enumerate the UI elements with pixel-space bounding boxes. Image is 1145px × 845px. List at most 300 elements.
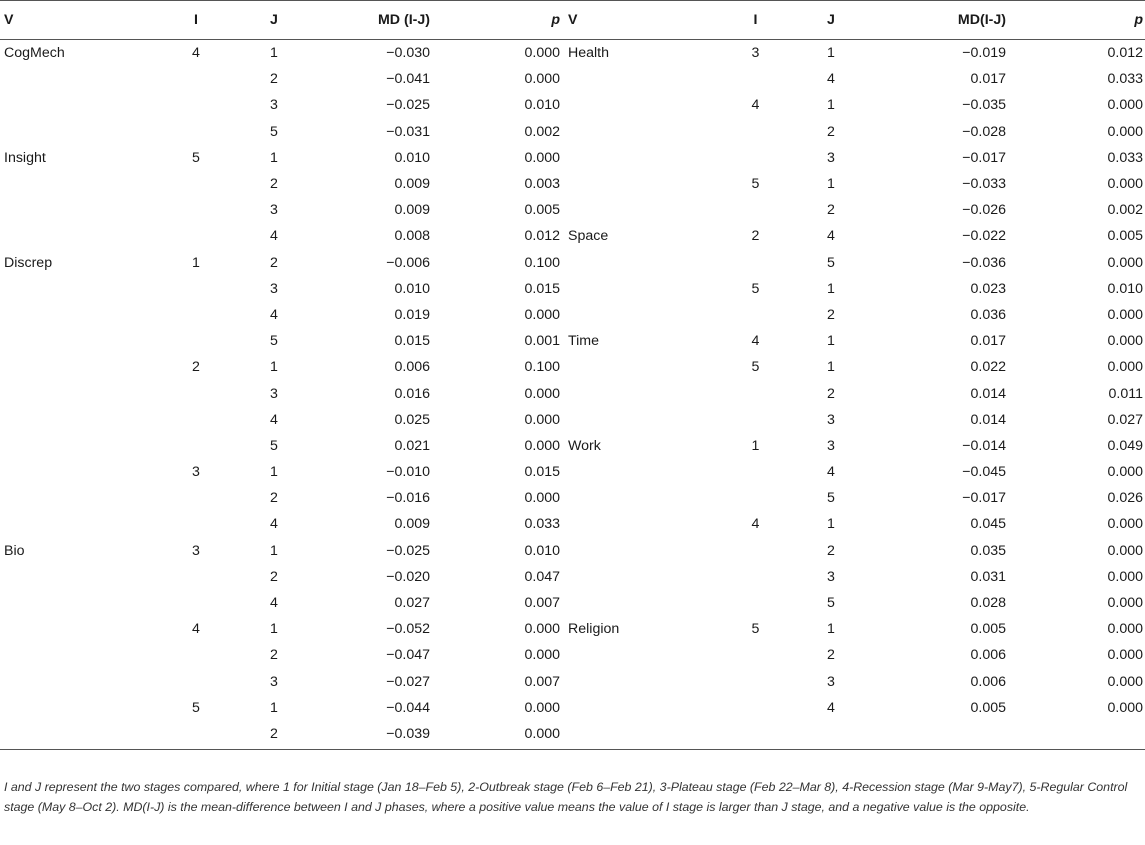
p-cell-right: 0.000 [1107, 176, 1143, 193]
p-cell-right: 0.005 [1107, 228, 1143, 245]
p-cell-left: 0.000 [524, 306, 560, 323]
variable-cell-left [0, 590, 148, 616]
j-cell-left: 4 [270, 595, 278, 612]
i-cell-left [148, 485, 244, 511]
i-cell-left [148, 276, 244, 302]
j-cell-right: 2 [827, 647, 835, 664]
p-cell-left: 0.047 [524, 568, 560, 585]
md-cell-left: −0.020 [386, 568, 430, 585]
j-cell-right: 4 [827, 699, 835, 716]
p-cell-right: 0.011 [1108, 385, 1143, 402]
md-cell-right: −0.022 [962, 228, 1006, 245]
md-cell-right: −0.028 [962, 123, 1006, 140]
variable-cell-left [0, 616, 148, 642]
i-cell-left [148, 223, 244, 249]
table-row [0, 40, 1145, 67]
j-cell-right: 4 [827, 464, 835, 481]
i-cell-left: 5 [192, 149, 200, 166]
md-cell-left: 0.025 [394, 411, 430, 428]
md-cell-right: 0.023 [970, 280, 1006, 297]
variable-cell-right [564, 145, 709, 171]
table-row [0, 695, 1145, 721]
md-cell-right: −0.033 [962, 176, 1006, 193]
variable-cell-right [564, 538, 709, 564]
j-cell-right: 4 [827, 228, 835, 245]
variable-cell-left [0, 223, 148, 249]
variable-cell-left [0, 721, 148, 750]
variable-cell-right [564, 669, 709, 695]
j-cell-left: 1 [270, 699, 278, 716]
md-cell-left: −0.031 [386, 123, 430, 140]
i-cell-right: 2 [751, 228, 760, 245]
i-cell-right [709, 380, 802, 406]
i-cell-left: 1 [192, 254, 200, 271]
i-cell-left: 3 [192, 542, 200, 559]
table-row [0, 590, 1145, 616]
md-cell-right [860, 721, 1010, 750]
table-row [0, 92, 1145, 118]
header-j-left: J [244, 1, 304, 40]
i-cell-right: 5 [751, 359, 760, 376]
i-cell-right: 5 [751, 176, 760, 193]
table-row [0, 511, 1145, 537]
variable-cell-right [564, 250, 709, 276]
j-cell-left: 2 [270, 490, 278, 507]
p-cell-right: 0.000 [1107, 97, 1143, 114]
variable-cell-right [564, 564, 709, 590]
variable-cell-left [0, 66, 148, 92]
md-cell-right: 0.045 [970, 516, 1006, 533]
p-cell-right: 0.000 [1107, 673, 1143, 690]
md-cell-right: 0.017 [970, 333, 1006, 350]
table-row [0, 721, 1145, 750]
i-cell-left [148, 407, 244, 433]
variable-cell-left: Bio [4, 542, 25, 559]
j-cell-left: 1 [270, 149, 278, 166]
j-cell-left: 3 [270, 385, 278, 402]
p-cell-left: 0.033 [524, 516, 560, 533]
variable-cell-left [0, 407, 148, 433]
md-cell-right: 0.014 [970, 411, 1006, 428]
j-cell-right: 3 [827, 411, 835, 428]
md-cell-right: −0.036 [962, 254, 1006, 271]
j-cell-left: 1 [270, 621, 278, 638]
table-row [0, 119, 1145, 145]
variable-cell-left [0, 276, 148, 302]
variable-cell-right [564, 511, 709, 537]
p-cell-left: 0.000 [524, 437, 560, 454]
variable-cell-left: Insight [4, 149, 46, 166]
j-cell-right: 4 [827, 71, 835, 88]
j-cell-left: 2 [270, 176, 278, 193]
j-cell-right: 1 [827, 45, 835, 62]
i-cell-right: 5 [751, 621, 760, 638]
md-cell-left: 0.010 [394, 149, 430, 166]
table-row [0, 616, 1145, 642]
p-cell-left: 0.000 [524, 490, 560, 507]
p-cell-right: 0.000 [1107, 123, 1143, 140]
p-cell-right: 0.000 [1107, 333, 1143, 350]
table-row [0, 459, 1145, 485]
j-cell-left: 3 [270, 280, 278, 297]
variable-cell-left [0, 354, 148, 380]
j-cell-left: 4 [270, 306, 278, 323]
variable-cell-right [564, 407, 709, 433]
i-cell-left [148, 66, 244, 92]
p-cell-left: 0.100 [524, 359, 560, 376]
j-cell-left: 2 [270, 71, 278, 88]
i-cell-right: 5 [751, 280, 760, 297]
p-cell-right: 0.000 [1107, 621, 1143, 638]
p-cell-left: 0.000 [524, 411, 560, 428]
i-cell-right [709, 721, 802, 750]
p-cell-right: 0.012 [1107, 45, 1143, 62]
header-p-left: p [434, 1, 564, 40]
variable-cell-right [564, 459, 709, 485]
variable-cell-left [0, 485, 148, 511]
table-row [0, 669, 1145, 695]
variable-cell-right [564, 485, 709, 511]
p-cell-right: 0.000 [1107, 647, 1143, 664]
md-cell-right: 0.005 [970, 699, 1006, 716]
i-cell-right [709, 485, 802, 511]
header-md-left: MD (I-J) [304, 1, 434, 40]
md-cell-left: 0.008 [394, 228, 430, 245]
md-cell-left: −0.044 [386, 699, 430, 716]
md-cell-right: 0.036 [970, 306, 1006, 323]
md-cell-right: −0.014 [962, 437, 1006, 454]
variable-cell-left [0, 433, 148, 459]
j-cell-right: 3 [827, 568, 835, 585]
j-cell-right: 3 [827, 149, 835, 166]
p-cell-left: 0.002 [524, 123, 560, 140]
j-cell-left: 4 [270, 228, 278, 245]
p-cell-right: 0.000 [1107, 359, 1143, 376]
j-cell-left: 3 [270, 202, 278, 219]
variable-cell-left [0, 92, 148, 118]
i-cell-right [709, 145, 802, 171]
j-cell-right: 2 [827, 123, 835, 140]
md-cell-left: −0.041 [386, 71, 430, 88]
variable-cell-right [564, 92, 709, 118]
header-p-right: p [1010, 1, 1145, 40]
md-cell-right: −0.019 [962, 45, 1006, 62]
j-cell-left: 3 [270, 673, 278, 690]
md-cell-left: 0.016 [394, 385, 430, 402]
j-cell-right: 2 [827, 385, 835, 402]
table-footnote: I and J represent the two stages compared, where 1 for Initial stage (Jan 18–Feb 5), 2-Outbreak stage (Feb 6–Feb 21), 3-Plateau stage (Feb 22–Mar 8), 4-Recession stage (Mar 9-May7), 5-Regular Control stage (May 8–Oct 2). MD(I-J) is the mean-difference between I and J phases, where a positive value means the value of I stage is larger than J stage, and a negative value is the opposite. [4, 780, 1128, 814]
variable-cell-right: Religion [568, 621, 620, 638]
j-cell-left: 1 [270, 359, 278, 376]
table-row [0, 407, 1145, 433]
j-cell-left: 2 [270, 254, 278, 271]
table-row [0, 171, 1145, 197]
i-cell-right: 3 [751, 45, 760, 62]
j-cell-right: 1 [827, 280, 835, 297]
i-cell-left [148, 197, 244, 223]
table-row [0, 302, 1145, 328]
j-cell-left: 2 [270, 647, 278, 664]
i-cell-left: 4 [192, 621, 200, 638]
i-cell-left [148, 433, 244, 459]
table-row [0, 354, 1145, 380]
variable-cell-right [564, 197, 709, 223]
p-cell-left: 0.015 [524, 464, 560, 481]
j-cell-left: 2 [244, 721, 304, 750]
md-cell-left: 0.019 [394, 306, 430, 323]
i-cell-left [148, 380, 244, 406]
md-cell-right: −0.017 [962, 149, 1006, 166]
table-row [0, 276, 1145, 302]
j-cell-right: 2 [827, 202, 835, 219]
variable-cell-right: Work [568, 437, 601, 454]
variable-cell-right [564, 302, 709, 328]
i-cell-right [709, 459, 802, 485]
variable-cell-left [0, 669, 148, 695]
p-cell-right: 0.000 [1107, 595, 1143, 612]
p-cell-left: 0.007 [524, 595, 560, 612]
md-cell-left: −0.052 [386, 621, 430, 638]
i-cell-right: 4 [751, 333, 760, 350]
md-cell-left: −0.030 [386, 45, 430, 62]
p-cell-right: 0.000 [1107, 542, 1143, 559]
variable-cell-right [564, 171, 709, 197]
md-cell-left: 0.009 [394, 176, 430, 193]
i-cell-right [709, 642, 802, 668]
p-cell-right: 0.049 [1107, 437, 1143, 454]
p-cell-right: 0.000 [1107, 254, 1143, 271]
header-i-right: I [709, 1, 802, 40]
p-cell-right: 0.000 [1107, 699, 1143, 716]
header-v-right: V [564, 1, 709, 40]
j-cell-right: 5 [827, 490, 835, 507]
md-cell-right: −0.045 [962, 464, 1006, 481]
p-cell-right: 0.000 [1107, 464, 1143, 481]
md-cell-left: −0.047 [386, 647, 430, 664]
md-cell-right: 0.005 [970, 621, 1006, 638]
p-cell-left: 0.012 [524, 228, 560, 245]
variable-cell-right [564, 380, 709, 406]
variable-cell-right [564, 721, 709, 750]
j-cell-left: 1 [270, 464, 278, 481]
j-cell-right: 1 [827, 516, 835, 533]
table-row [0, 538, 1145, 564]
p-cell-right: 0.002 [1107, 202, 1143, 219]
p-cell-left: 0.001 [524, 333, 560, 350]
md-cell-left: 0.015 [394, 333, 430, 350]
p-cell-left: 0.010 [524, 542, 560, 559]
i-cell-right: 4 [751, 516, 760, 533]
variable-cell-right [564, 695, 709, 721]
table-row [0, 433, 1145, 459]
p-cell-right: 0.000 [1107, 306, 1143, 323]
variable-cell-left [0, 642, 148, 668]
j-cell-right: 3 [827, 437, 835, 454]
md-cell-right: 0.014 [970, 385, 1006, 402]
i-cell-right [709, 197, 802, 223]
p-cell-right: 0.026 [1107, 490, 1143, 507]
variable-cell-right [564, 66, 709, 92]
i-cell-left [148, 564, 244, 590]
variable-cell-left [0, 695, 148, 721]
md-cell-left: −0.010 [386, 464, 430, 481]
i-cell-right [709, 119, 802, 145]
i-cell-left: 3 [192, 464, 200, 481]
i-cell-left [148, 302, 244, 328]
variable-cell-left: CogMech [4, 45, 65, 62]
variable-cell-left [0, 119, 148, 145]
table-row [0, 328, 1145, 354]
md-cell-left: −0.025 [386, 97, 430, 114]
p-cell-right: 0.033 [1107, 149, 1143, 166]
table-row [0, 564, 1145, 590]
j-cell-right: 2 [827, 542, 835, 559]
p-cell-left: 0.005 [524, 202, 560, 219]
i-cell-right: 1 [751, 437, 760, 454]
j-cell-right: 2 [827, 306, 835, 323]
md-cell-left: 0.009 [394, 516, 430, 533]
i-cell-right [709, 669, 802, 695]
p-cell-left: 0.000 [524, 149, 560, 166]
p-cell-right: 0.033 [1107, 71, 1143, 88]
p-cell-left: 0.000 [524, 699, 560, 716]
j-cell-right: 1 [827, 176, 835, 193]
p-cell-left: 0.000 [524, 45, 560, 62]
variable-cell-left [0, 302, 148, 328]
p-cell-left: 0.000 [524, 385, 560, 402]
md-cell-right: 0.006 [970, 647, 1006, 664]
variable-cell-right: Space [568, 228, 609, 245]
md-cell-left: −0.027 [386, 673, 430, 690]
table-body [0, 40, 1145, 750]
p-cell-right: 0.027 [1107, 411, 1143, 428]
variable-cell-right: Time [568, 333, 600, 350]
md-cell-left: 0.006 [394, 359, 430, 376]
table-row [0, 250, 1145, 276]
header-v-left: V [0, 1, 148, 40]
i-cell-left [148, 119, 244, 145]
i-cell-right [709, 590, 802, 616]
i-cell-left: 4 [192, 45, 200, 62]
p-cell-right [1010, 721, 1145, 750]
p-cell-left: 0.007 [524, 673, 560, 690]
i-cell-left: 2 [192, 359, 200, 376]
table-row [0, 223, 1145, 249]
i-cell-left: 5 [192, 699, 200, 716]
variable-cell-left [0, 328, 148, 354]
variable-cell-left [0, 380, 148, 406]
p-cell-left: 0.000 [524, 647, 560, 664]
p-cell-left: 0.003 [524, 176, 560, 193]
i-cell-left [148, 171, 244, 197]
i-cell-right [709, 407, 802, 433]
md-cell-right: −0.035 [962, 97, 1006, 114]
j-cell-right: 1 [827, 621, 835, 638]
p-cell-left: 0.000 [434, 721, 564, 750]
header-md-right: MD(I-J) [860, 1, 1010, 40]
md-cell-left: 0.021 [394, 437, 430, 454]
md-cell-right: 0.017 [970, 71, 1006, 88]
table-row [0, 485, 1145, 511]
variable-cell-left [0, 511, 148, 537]
j-cell-left: 5 [270, 333, 278, 350]
md-cell-right: 0.022 [970, 359, 1006, 376]
md-cell-right: 0.006 [970, 673, 1006, 690]
md-cell-left: −0.016 [386, 490, 430, 507]
variable-cell-right [564, 642, 709, 668]
j-cell-left: 5 [270, 123, 278, 140]
j-cell-left: 1 [270, 542, 278, 559]
j-cell-right: 1 [827, 333, 835, 350]
p-cell-right: 0.000 [1107, 516, 1143, 533]
md-cell-right: −0.026 [962, 202, 1006, 219]
j-cell-right: 5 [827, 254, 835, 271]
variable-cell-right [564, 590, 709, 616]
variable-cell-left [0, 459, 148, 485]
table-row [0, 66, 1145, 92]
i-cell-right: 4 [751, 97, 760, 114]
j-cell-right: 1 [827, 97, 835, 114]
j-cell-right: 1 [827, 359, 835, 376]
header-row [0, 1, 1145, 40]
variable-cell-left [0, 564, 148, 590]
p-cell-left: 0.000 [524, 71, 560, 88]
md-cell-right: 0.035 [970, 542, 1006, 559]
p-cell-right: 0.000 [1107, 568, 1143, 585]
header-i-left: I [148, 1, 244, 40]
variable-cell-right [564, 119, 709, 145]
i-cell-right [709, 695, 802, 721]
md-cell-left: 0.010 [394, 280, 430, 297]
md-cell-right: −0.017 [962, 490, 1006, 507]
header-j-right: J [802, 1, 860, 40]
i-cell-right [709, 302, 802, 328]
variable-cell-left [0, 197, 148, 223]
i-cell-left [148, 642, 244, 668]
i-cell-right [709, 66, 802, 92]
md-cell-left: −0.025 [386, 542, 430, 559]
j-cell-right: 5 [827, 595, 835, 612]
variable-cell-left: Discrep [4, 254, 53, 271]
i-cell-left [148, 669, 244, 695]
md-cell-left: 0.009 [394, 202, 430, 219]
j-cell-left: 2 [270, 568, 278, 585]
j-cell-left: 4 [270, 516, 278, 533]
j-cell-left: 1 [270, 45, 278, 62]
p-cell-left: 0.100 [524, 254, 560, 271]
variable-cell-left [0, 171, 148, 197]
md-cell-right: 0.028 [970, 595, 1006, 612]
i-cell-left [148, 721, 244, 750]
table-row [0, 197, 1145, 223]
table-row [0, 380, 1145, 406]
md-cell-left: −0.006 [386, 254, 430, 271]
j-cell-left: 3 [270, 97, 278, 114]
table-row [0, 642, 1145, 668]
md-cell-right: 0.031 [970, 568, 1006, 585]
p-cell-left: 0.015 [524, 280, 560, 297]
variable-cell-right [564, 276, 709, 302]
j-cell-right: 3 [827, 673, 835, 690]
i-cell-right [709, 564, 802, 590]
i-cell-left [148, 590, 244, 616]
md-cell-left: −0.039 [304, 721, 434, 750]
variable-cell-right: Health [568, 45, 610, 62]
md-cell-left: 0.027 [394, 595, 430, 612]
i-cell-right [709, 250, 802, 276]
p-cell-left: 0.000 [524, 621, 560, 638]
variable-cell-right [564, 354, 709, 380]
